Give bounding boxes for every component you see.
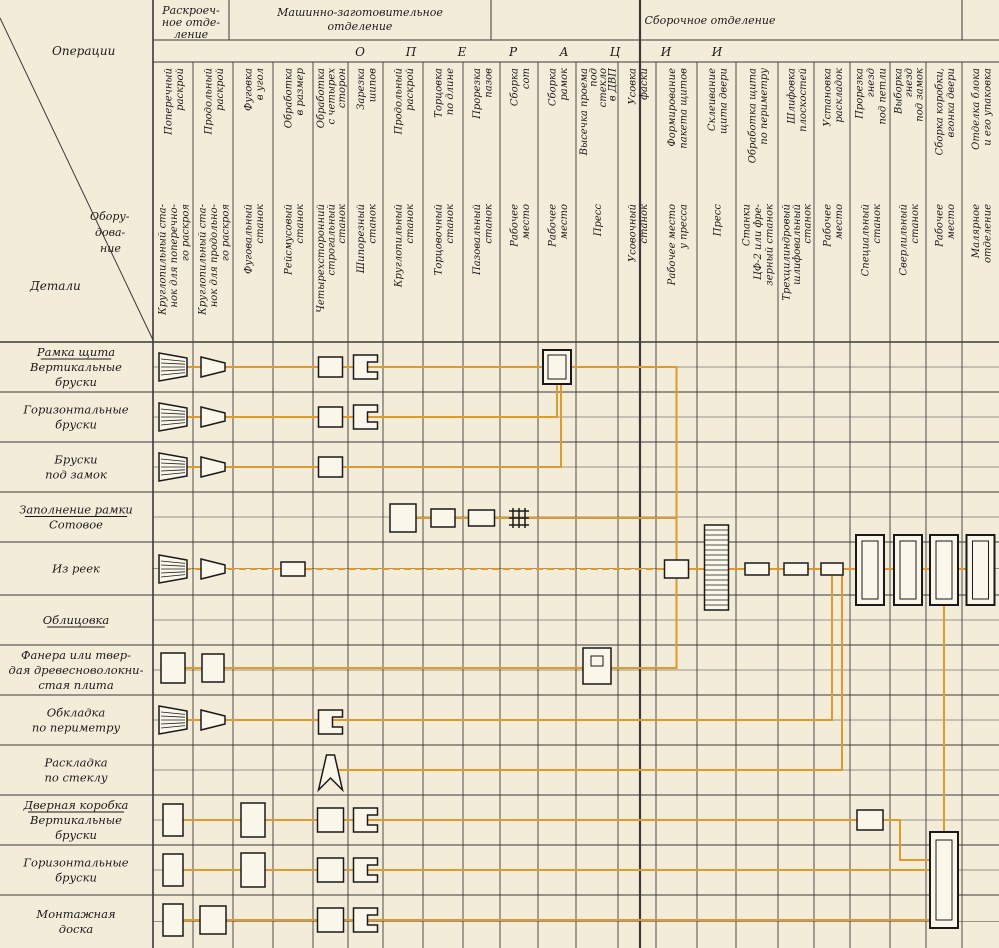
press-symbol bbox=[705, 525, 729, 610]
moulder-box bbox=[318, 808, 344, 832]
cross-cut-box bbox=[161, 653, 185, 683]
corner-equipment-label-3: ние bbox=[100, 242, 121, 255]
operation-label: пакета щитов bbox=[678, 68, 690, 149]
equipment-label: у пресса bbox=[678, 204, 690, 249]
operations-spread-letter: Ц bbox=[609, 45, 621, 59]
rip-box bbox=[202, 654, 224, 682]
operations-spread-letter: И bbox=[711, 45, 723, 59]
equipment-label: Рабочее место bbox=[666, 204, 678, 286]
equipment-label: строгальный bbox=[326, 204, 338, 276]
equipment-label: станок bbox=[254, 204, 266, 244]
row-label: Вертикальные bbox=[30, 813, 122, 827]
equipment-label: Круглопильный ста- bbox=[197, 204, 209, 315]
operation-label: Обработка bbox=[283, 68, 295, 129]
operation-label: Прорезка bbox=[854, 68, 866, 119]
operation-label: раскрой bbox=[404, 68, 416, 111]
jointer-symbol bbox=[241, 803, 265, 837]
equipment-label: станок bbox=[444, 204, 456, 244]
row-label: Заполнение рамки bbox=[19, 502, 133, 517]
equipment-label: Пресс bbox=[712, 204, 724, 237]
operation-label: под петли bbox=[877, 68, 889, 125]
operation-label: Торцовка bbox=[433, 68, 445, 118]
equipment-label: го раскроя bbox=[180, 204, 192, 262]
final-station-symbol bbox=[967, 535, 995, 605]
operation-label: Формирование bbox=[666, 68, 678, 147]
row-label: доска bbox=[58, 922, 94, 936]
equipment-label: станок bbox=[404, 204, 416, 244]
operation-label: под bbox=[588, 68, 600, 87]
department-label: отделение bbox=[327, 20, 393, 33]
equipment-label: Четырехсторонний bbox=[316, 204, 328, 313]
operation-label: Склеивание bbox=[706, 68, 718, 132]
operation-label: шипов bbox=[367, 68, 379, 103]
machine-box bbox=[319, 407, 343, 427]
equipment-label: Специальный bbox=[860, 204, 872, 277]
operations-spread-letter: И bbox=[660, 45, 672, 59]
equipment-label: Шипорезный bbox=[355, 204, 367, 274]
groove-symbol bbox=[469, 510, 495, 526]
operation-label: Отделка блока bbox=[970, 68, 982, 150]
equipment-label: Пресс bbox=[593, 204, 604, 237]
row-label: бруски bbox=[55, 417, 97, 432]
operation-label: гнезд bbox=[904, 68, 915, 98]
equipment-label: Пазовальный bbox=[471, 204, 483, 275]
equipment-label: станок bbox=[638, 204, 650, 244]
row-label: стая плита bbox=[38, 678, 114, 692]
operation-label: Сборка bbox=[547, 68, 559, 107]
operation-label: раскрой bbox=[174, 68, 186, 111]
equipment-label: Сверлильный bbox=[898, 204, 910, 276]
operation-label: Поперечный bbox=[163, 68, 175, 135]
operation-label: с четырех bbox=[326, 68, 338, 125]
row-label: под замок bbox=[45, 467, 107, 482]
corner-equipment-label-2: дова- bbox=[95, 226, 126, 239]
department-label: ление bbox=[173, 28, 209, 41]
equipment-label: станок bbox=[871, 204, 883, 244]
equipment-label: станок bbox=[367, 204, 379, 244]
equipment-label: Круглопильный ста- bbox=[157, 204, 169, 315]
operations-spread-letter: П bbox=[405, 45, 417, 59]
workplace-symbol bbox=[821, 563, 843, 575]
operation-label: плоскостей bbox=[797, 68, 809, 132]
equipment-label: нок для поперечно- bbox=[169, 204, 180, 308]
equipment-label: Рейсмусовый bbox=[283, 204, 295, 275]
rip-saw-box bbox=[200, 906, 226, 934]
row-label: Обкладка bbox=[46, 705, 106, 720]
equipment-label: Усовочный bbox=[627, 204, 639, 263]
department-label: Раскроеч- bbox=[162, 4, 220, 17]
row-label: Из реек bbox=[52, 561, 100, 576]
operation-label: Высечка проема bbox=[578, 68, 590, 156]
equipment-label: станок bbox=[909, 204, 921, 244]
row-label: по периметру bbox=[31, 720, 121, 735]
operations-spread-letter: О bbox=[355, 45, 365, 59]
equipment-label: станок bbox=[336, 204, 348, 244]
moulder-box bbox=[318, 858, 344, 882]
jointer-symbol bbox=[241, 853, 265, 887]
operation-label: сторон bbox=[336, 68, 348, 109]
operation-label: гнезд bbox=[866, 68, 877, 98]
operation-label: раскрой bbox=[214, 68, 226, 111]
operation-label: Фуговка bbox=[243, 68, 255, 111]
department-label: Сборочное отделение bbox=[644, 14, 776, 27]
honeycomb-symbol bbox=[509, 508, 529, 528]
equipment-label: Малярное bbox=[970, 204, 982, 259]
circular-saw-symbol bbox=[390, 504, 416, 532]
equipment-label: Круглопильный bbox=[393, 204, 405, 288]
equipment-label: го раскроя bbox=[220, 204, 232, 262]
operation-label: Установка bbox=[822, 68, 834, 127]
row-label: Монтажная bbox=[36, 907, 116, 921]
operations-spread-letter: Е bbox=[457, 45, 467, 59]
department-label: Машинно-заготовительное bbox=[277, 6, 443, 19]
operation-label: Обработка щита bbox=[747, 68, 759, 164]
operations-spread-letter: Р bbox=[508, 45, 518, 59]
department-label: ное отде- bbox=[161, 16, 221, 29]
operation-label: по длине bbox=[444, 68, 456, 116]
equipment-label: место bbox=[558, 204, 570, 240]
equipment-label: Фуговальный bbox=[243, 204, 255, 274]
operation-label: вгонка двери bbox=[945, 68, 957, 138]
row-label: бруски bbox=[55, 870, 97, 885]
operation-label: в угол bbox=[254, 68, 266, 101]
equipment-label: место bbox=[520, 204, 532, 240]
row-label: бруски bbox=[55, 375, 97, 389]
equipment-label: шлифовальный bbox=[792, 204, 803, 285]
equipment-label: ЦФ-2 или фре- bbox=[753, 204, 764, 280]
corner-operations-label: Операции bbox=[52, 44, 116, 58]
operation-label: Зарезка bbox=[355, 68, 367, 110]
corner-details-label: Детали bbox=[30, 279, 81, 293]
operation-label: раскладок bbox=[833, 68, 845, 123]
row-label: Бруски bbox=[54, 452, 98, 467]
row-label: Дверная коробка bbox=[23, 798, 129, 812]
equipment-label: Трехцилиндровый bbox=[781, 204, 793, 301]
equipment-label: Рабочее bbox=[822, 204, 834, 247]
operation-label: Усовка bbox=[627, 68, 639, 105]
equipment-label: нок для продольно- bbox=[209, 204, 220, 308]
operation-label: в размер bbox=[294, 68, 306, 116]
equipment-label: место bbox=[945, 204, 957, 240]
row-label: Сотовое bbox=[49, 517, 103, 532]
row-label: Рамка щита bbox=[36, 345, 116, 359]
operation-label: Продольный bbox=[393, 68, 405, 135]
operation-label: Выборка bbox=[893, 68, 905, 114]
equipment-label: Станки bbox=[741, 204, 753, 247]
equipment-label: станок bbox=[802, 204, 814, 244]
row-label: Облицовка bbox=[42, 613, 110, 627]
stack-symbol bbox=[665, 560, 689, 578]
equipment-label: Торцовочный bbox=[433, 204, 445, 276]
operation-label: стекло bbox=[597, 68, 609, 108]
row-label: Горизонтальные bbox=[23, 855, 129, 870]
moulder-box bbox=[318, 908, 344, 932]
row-label: Раскладка bbox=[44, 755, 108, 770]
operation-label: и его упаковка bbox=[982, 68, 994, 146]
door-frame-saw bbox=[163, 804, 183, 836]
equipment-label: Рабочее bbox=[547, 204, 559, 247]
operation-label: фаски bbox=[638, 68, 650, 100]
equipment-label: место bbox=[833, 204, 845, 240]
operations-spread-letter: А bbox=[559, 45, 569, 59]
operation-label: рамок bbox=[558, 68, 570, 101]
operation-label: Шлифовка bbox=[786, 68, 798, 124]
row-label: Горизонтальные bbox=[23, 402, 129, 417]
final-station-symbol bbox=[930, 535, 958, 605]
row-label: дая древесноволокни- bbox=[8, 663, 144, 677]
frame-assembly-symbol bbox=[930, 832, 958, 928]
row-label: по стеклу bbox=[44, 770, 108, 785]
equipment-label: станок bbox=[294, 204, 306, 244]
sander-symbol bbox=[784, 563, 808, 575]
final-station-symbol bbox=[856, 535, 884, 605]
corner-equipment-label-1: Обору- bbox=[90, 210, 130, 223]
equipment-label: отделение bbox=[982, 204, 994, 263]
operation-label: пазов bbox=[483, 68, 495, 98]
row-label: Вертикальные bbox=[30, 360, 122, 374]
special-machine-symbol bbox=[857, 810, 883, 830]
operation-label: щита двери bbox=[718, 68, 730, 134]
cross-cut-symbol bbox=[431, 509, 455, 527]
operation-label: под замок bbox=[914, 68, 926, 122]
operation-label: Сборка коробки, bbox=[934, 68, 946, 156]
equipment-label: зерный станок bbox=[764, 204, 776, 286]
final-station-symbol bbox=[894, 535, 922, 605]
equipment-label: Рабочее bbox=[934, 204, 946, 247]
operation-label: Сборка bbox=[509, 68, 521, 107]
equipment-label: Рабочее bbox=[509, 204, 521, 247]
row-label: бруски bbox=[55, 828, 97, 842]
operation-label: Обработка bbox=[316, 68, 328, 129]
equipment-label: станок bbox=[483, 204, 495, 244]
door-frame-saw bbox=[163, 854, 183, 886]
operation-label: в ДВП bbox=[607, 68, 619, 102]
machine-box bbox=[319, 357, 343, 377]
door-frame-saw bbox=[163, 904, 183, 936]
milling-symbol bbox=[745, 563, 769, 575]
planer-symbol bbox=[281, 562, 305, 576]
row-label: Фанера или твер- bbox=[20, 648, 132, 662]
machine-box bbox=[319, 457, 343, 477]
operation-label: сот bbox=[520, 68, 532, 90]
operation-label: Прорезка bbox=[471, 68, 483, 119]
operation-label: по периметру bbox=[758, 68, 770, 145]
operation-label: Продольный bbox=[203, 68, 215, 135]
